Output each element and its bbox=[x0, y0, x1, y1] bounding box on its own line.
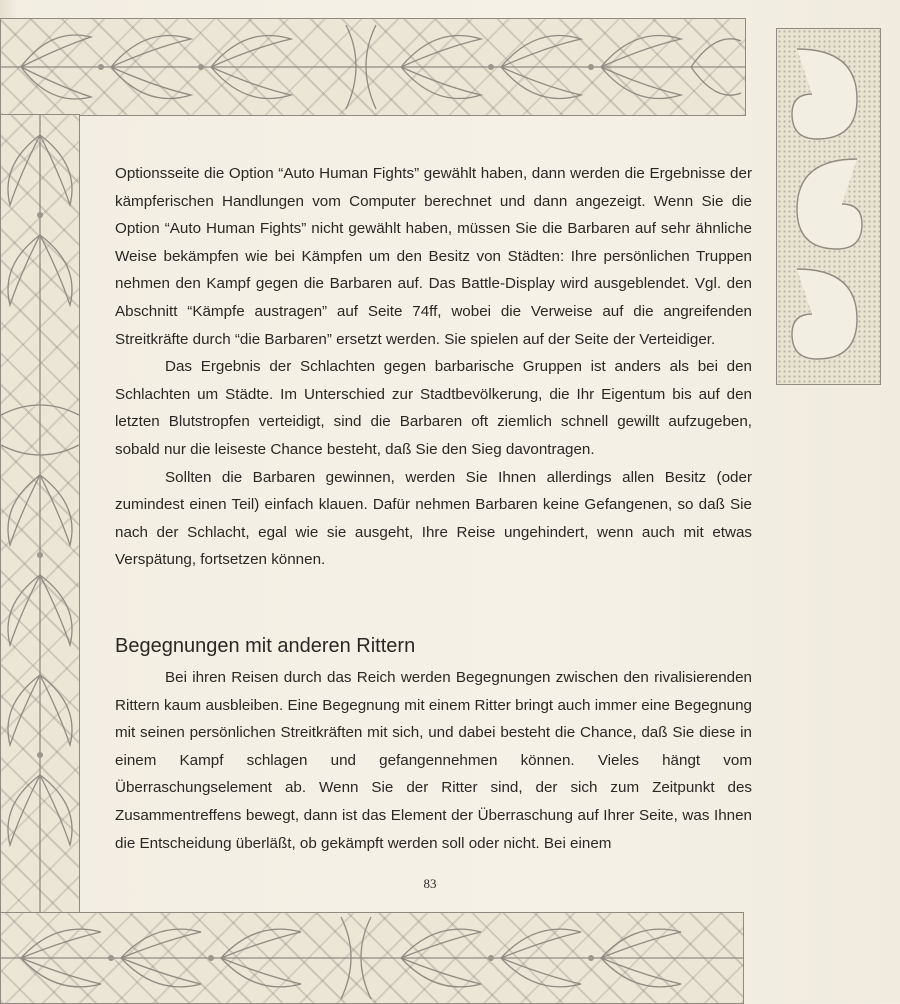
leaf-ornament-icon bbox=[1, 913, 743, 1003]
ornamental-border-bottom bbox=[0, 912, 744, 1004]
paragraph: Das Ergebnis der Schlachten gegen barbarische Gruppen ist anders als bei den Schlachten um Städte. Im Unterschied zur Stadtbevölkerung, die Ihr Eigentum bis auf den letzten Blutstropfen verteidigt, sind die Barbaren oft ziemlich schnell gewillt aufzugeben, sobald nur die leiseste Chance besteht, daß Sie den Sieg davontragen. bbox=[115, 358, 752, 458]
body-text bbox=[115, 160, 752, 574]
paragraph: Bei ihren Reisen durch das Reich werden Begegnungen zwischen den rivalisierenden Rittern kaum ausbleiben. Eine Begegnung mit einem Ritter bringt auch immer eine Begegnung mit seinen persönlichen Streitkräften mit sich, und dabei besteht die Chance, daß Sie diese in einem Kampf schlagen und gefangennehmen können. Vieles hängt vom Überraschungselement ab. Wenn Sie der Ritter sind, der sich zum Zeitpunkt des Zusammentreffens bewegt, dann ist das Element der Überraschung auf Ihrer Seite, was Ihnen die Entscheidung überläßt, ob gekämpft werden soll oder nicht. Bei einem bbox=[115, 669, 752, 852]
leaf-ornament-icon bbox=[1, 19, 745, 115]
acanthus-scroll-icon bbox=[777, 29, 880, 384]
paragraph: Sollten die Barbaren gewinnen, werden Sie Ihnen allerdings allen Besitz (oder zumindest einen Teil) einfach klauen. Dafür nehmen Barbaren keine Gefangenen, so daß Sie nach der Schlacht, egal wie sie ausgeht, Ihre Reise ungehindert, wenn auch mit etwas Verspätung, fortsetzen können. bbox=[115, 468, 752, 569]
paragraph: Optionsseite die Option “Auto Human Fights” gewählt haben, dann werden die Ergebnisse der kämpferischen Handlungen vom Computer berechnet und dann angezeigt. Wenn Sie die Option “Auto Human Fights” nicht gewählt haben, müssen Sie die Barbaren auf sehr ähnliche Weise bekämpfen wie bei Kämpfen um den Besitz von Städten: Ihre persönlichen Truppen nehmen den Kampf gegen die Barbaren auf. Das Battle-Display wird ausgeblendet. Vgl. den Abschnitt “Kämpfe austragen” auf Seite 74ff, wobei die Verweise auf die angreifenden Streitkräfte durch “die Barbaren” ersetzt werden. Sie spielen auf der Seite der Verteidiger. bbox=[115, 165, 752, 348]
ornamental-border-left bbox=[0, 114, 80, 916]
page-number: 83 bbox=[423, 876, 437, 891]
leaf-ornament-icon bbox=[1, 115, 79, 915]
section-heading: Begegnungen mit anderen Rittern bbox=[115, 635, 416, 657]
ornamental-border-top bbox=[0, 18, 746, 116]
ornamental-panel-right bbox=[776, 28, 881, 385]
